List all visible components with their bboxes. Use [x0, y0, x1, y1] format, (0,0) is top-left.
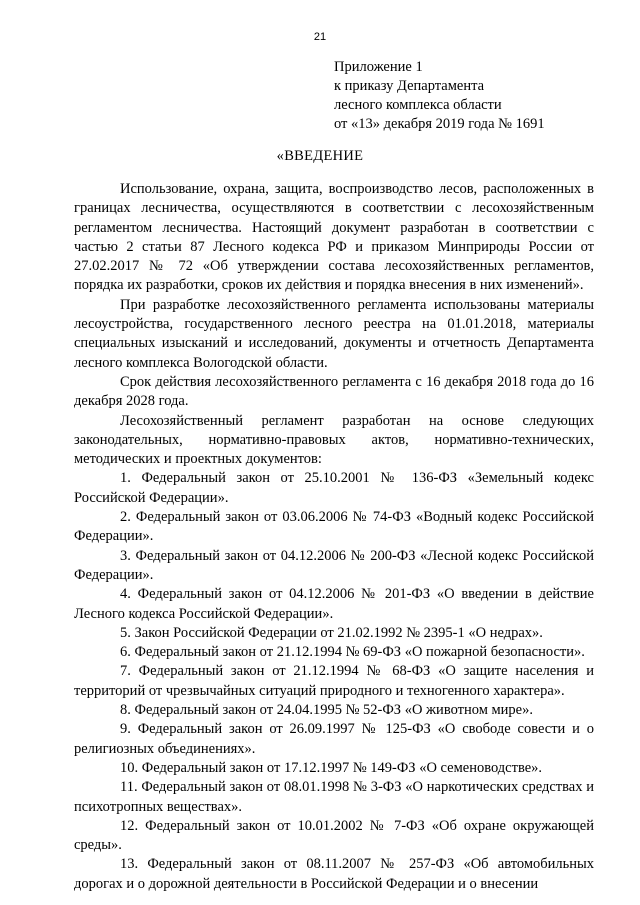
appendix-header	[334, 58, 624, 134]
list-item: 12. Федеральный закон от 10.01.2002 № 7-ФЗ «Об охране окружающей среды».	[74, 817, 594, 854]
list-item: 3. Федеральный закон от 04.12.2006 № 200-ФЗ «Лесной кодекс Российской Федерации».	[74, 547, 594, 583]
page-number: 21	[313, 31, 327, 43]
list-item: 1. Федеральный закон от 25.10.2001 № 136-ФЗ «Земельный кодекс Российской Федерации».	[74, 470, 594, 506]
document-title: «ВВЕДЕНИЕ	[276, 148, 364, 164]
list-item: 10. Федеральный закон от 17.12.1997 № 149-ФЗ «О семеноводстве».	[120, 759, 543, 776]
paragraph: Использование, охрана, защита, воспроизводство лесов, расположенных в границах лесничества, осуществляются в соответствии с лесохозяйственным регламентом лесничества. Настоящий документ разработан в соответствии с частью 2 статьи 87 Лесного кодекса РФ и приказом Минприроды России от 27.02.2017 № 72 «Об утверждении состава лесохозяйственных регламентов, порядка их разработки, сроков их действия и порядка внесения в них изменений».	[74, 181, 594, 294]
list-item: 5. Закон Российской Федерации от 21.02.1992 № 2395-1 «О недрах».	[120, 624, 543, 641]
list-item: 8. Федеральный закон от 24.04.1995 № 52-ФЗ «О животном мире».	[120, 702, 533, 719]
list-item: 9. Федеральный закон от 26.09.1997 № 125-ФЗ «О свободе совести и о религиозных объединениях».	[74, 721, 594, 757]
appendix-line: лесного комплекса области	[334, 97, 502, 113]
list-item: 6. Федеральный закон от 21.12.1994 № 69-ФЗ «О пожарной безопасности».	[120, 644, 585, 661]
list-item: 13. Федеральный закон от 08.11.2007 № 257-ФЗ «Об автомобильных дорогах и о дорожной деятельности в Российской Федерации и о внесении	[74, 856, 594, 892]
paragraph: При разработке лесохозяйственного регламента использованы материалы лесоустройства, государственного лесного реестра на 01.01.2018, материалы специальных изысканий и исследований, документы и отчетность Департамента лесного комплекса Вологодской области.	[74, 296, 594, 371]
appendix-line: Приложение 1	[334, 59, 423, 75]
list-item: 11. Федеральный закон от 08.01.1998 № 3-ФЗ «О наркотических средствах и психотропных веществах».	[74, 779, 594, 815]
paragraph: Срок действия лесохозяйственного регламента с 16 декабря 2018 года до 16 декабря 2028 года.	[74, 373, 594, 410]
document-body	[74, 180, 594, 894]
list-item: 7. Федеральный закон от 21.12.1994 № 68-ФЗ «О защите населения и территорий от чрезвычайных ситуаций природного и техногенного характера».	[74, 663, 594, 699]
appendix-line: от «13» декабря 2019 года № 1691	[334, 116, 545, 132]
paragraph: Лесохозяйственный регламент разработан на основе следующих законодательных, нормативно-правовых актов, нормативно-технических, методических и проектных документов:	[74, 412, 594, 468]
list-item: 2. Федеральный закон от 03.06.2006 № 74-ФЗ «Водный кодекс Российской Федерации».	[74, 509, 594, 545]
appendix-line: к приказу Департамента	[334, 78, 485, 94]
list-item: 4. Федеральный закон от 04.12.2006 № 201-ФЗ «О введении в действие Лесного кодекса Российской Федерации».	[74, 586, 594, 622]
